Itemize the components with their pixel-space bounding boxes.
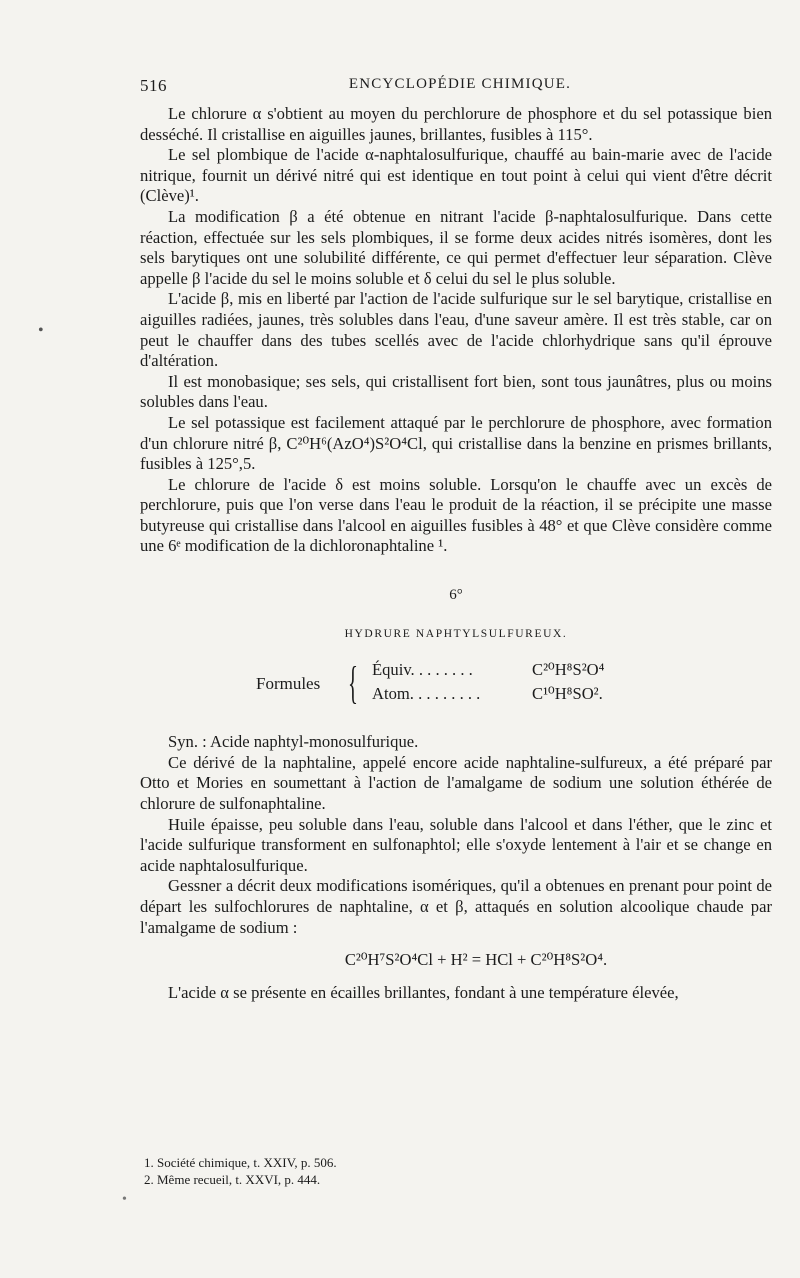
- formula-row-value: C¹⁰H⁸SO².: [532, 684, 603, 704]
- footnote: 1. Société chimique, t. XXIV, p. 506.: [144, 1155, 337, 1170]
- paragraph: Ce dérivé de la naphtaline, appelé encore acide naphtaline-sulfureux, a été préparé par Otto et Mories en soumettant à l'action de l'amalgame de sodium une solution éthérée de chlorure de sulfonaphtaline.: [140, 752, 772, 814]
- formulas-block: [140, 657, 772, 712]
- page-number: 516: [140, 76, 167, 95]
- paragraph: Il est monobasique; ses sels, qui cristallisent fort bien, sont tous jaunâtres, plus ou moins solubles dans l'eau.: [140, 371, 772, 412]
- formula-row-value: C²⁰H⁸S²O⁴: [532, 660, 605, 680]
- margin-mark: •: [122, 1192, 127, 1207]
- chemical-equation: C²⁰H⁷S²O⁴Cl + H² = HCl + C²⁰H⁸S²O⁴.: [344, 950, 608, 970]
- section-title: HYDRURE NAPHTYLSULFUREUX.: [344, 627, 568, 640]
- paragraph: Le sel plombique de l'acide α-naphtalosulfurique, chauffé au bain-marie avec de l'acide nitrique, fournit un dérivé nitré qui est identique en tout point à celui qui vient d'être décrit (Clève)¹.: [140, 145, 772, 206]
- section-number: 6°: [449, 587, 463, 604]
- page-header: [140, 76, 780, 98]
- paragraph: L'acide β, mis en liberté par l'action de l'acide sulfurique sur le sel barytique, cristallise en aiguilles radiées, jaunes, très solubles dans l'eau, d'une saveur amère. Il est très stable, car on peut le chauffer dans des tubes scellés avec de l'acide chlorhydrique sans qu'il éprouve d'altération.: [140, 289, 772, 371]
- paragraph: L'acide α se présente en écailles brillantes, fondant à une température élevée,: [168, 982, 679, 1002]
- paragraph: Le sel potassique est facilement attaqué par le perchlorure de phosphore, avec formation d'un chlorure nitré β, C²⁰H⁶(AzO⁴)S²O⁴Cl, qui cristallise dans la benzine en prismes brillants, fusibles à 125°,5.: [140, 412, 772, 474]
- synonym-line: Syn. : Acide naphtyl-monosulfurique.: [168, 732, 419, 752]
- brace-symbol: {: [348, 657, 358, 709]
- formula-row-name: Équiv. . . . . . . .: [372, 660, 473, 680]
- paragraph: Le chlorure α s'obtient au moyen du perchlorure de phosphore et du sel potassique bien desséché. Il cristallise en aiguilles jaunes, brillantes, fusibles à 115°.: [140, 104, 772, 144]
- margin-mark: •: [38, 322, 44, 339]
- formula-row-name: Atom. . . . . . . . .: [372, 684, 481, 704]
- paragraph: Gessner a décrit deux modifications isomériques, qu'il a obtenues en prenant pour point de départ les sulfochlorures de naphtaline, α et β, attaqués en solution alcoolique chaude par l'amalgame de sodium :: [140, 876, 772, 937]
- paragraph: La modification β a été obtenue en nitrant l'acide β-naphtalosulfurique. Dans cette réaction, effectuée sur les sels plombiques, il se forme deux acides nitrés isomères, dont les sels barytiques ont une solubilité différente, ce qui permet d'effectuer leur séparation. Clève appelle β l'acide du sel le moins soluble et δ celui du sel le plus soluble.: [140, 206, 772, 288]
- paragraph: Huile épaisse, peu soluble dans l'eau, soluble dans l'alcool et dans l'éther, que le zinc et l'acide sulfurique transforment en sulfonaphtol; elle s'oxyde lentement à l'air et se change en acide naphtalosulfurique.: [140, 814, 772, 875]
- running-title: ENCYCLOPÉDIE CHIMIQUE.: [348, 76, 572, 92]
- paragraph: Le chlorure de l'acide δ est moins soluble. Lorsqu'on le chauffe avec un excès de perchlorure, puis que l'on verse dans l'eau le produit de la réaction, il se précipite une masse butyreuse qui cristallise dans l'alcool en aiguilles fusibles à 48° et que Clève considère comme une 6ᵉ modification de la dichloronaphtaline ¹.: [140, 474, 772, 556]
- footnotes: [140, 1154, 772, 1188]
- body-text: [140, 104, 772, 1003]
- formulas-label: Formules: [256, 674, 321, 694]
- footnote: 2. Même recueil, t. XXVI, p. 444.: [144, 1172, 321, 1187]
